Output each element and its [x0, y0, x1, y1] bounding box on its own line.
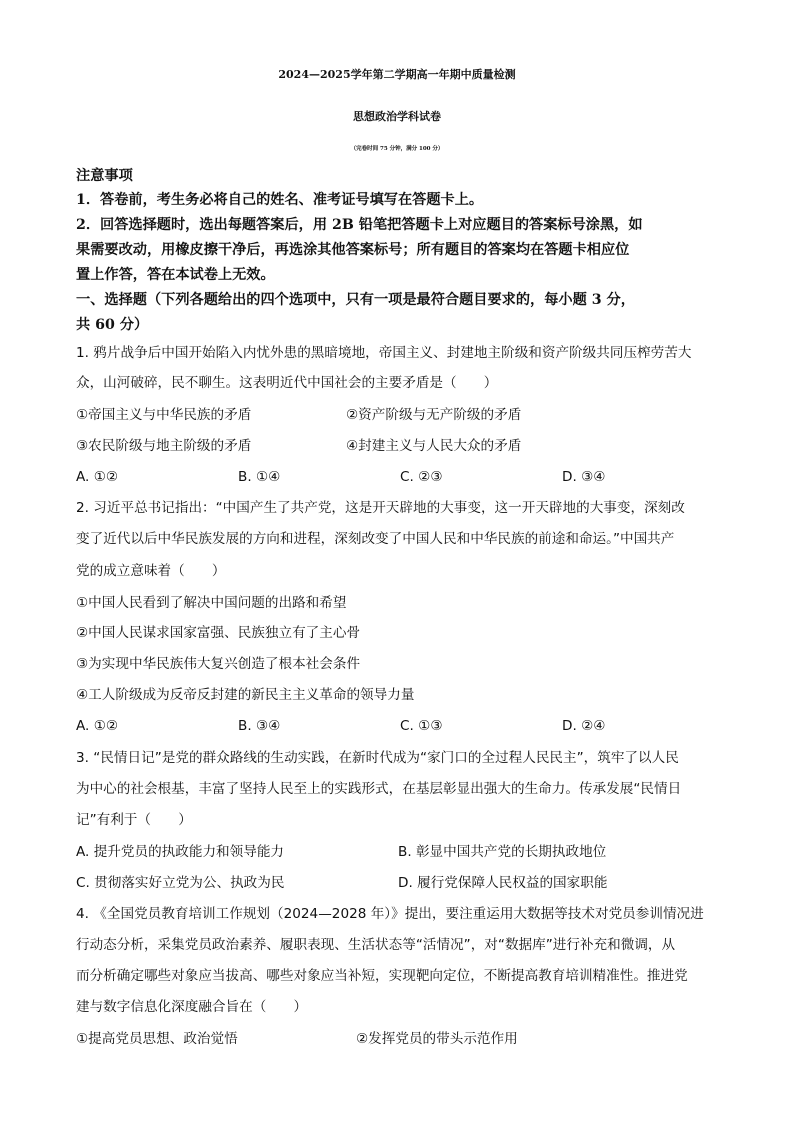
q1-option-d: D. ③④ — [562, 469, 606, 485]
q3-option-d: D. 履行党保障人民权益的国家职能 — [398, 875, 608, 891]
q2-statement-4: ④工人阶级成为反帝反封建的新民主主义革命的领导力量 — [76, 687, 415, 703]
q4-statement-1: ①提高党员思想、政治觉悟 — [76, 1031, 238, 1047]
notice-item-2-line-2: 果需要改动，用橡皮擦干净后，再选涂其他答案标号；所有题目的答案均在答题卡相应位 — [76, 242, 630, 258]
exam-time-note: （完卷时间 75 分钟，满分 100 分） — [350, 146, 444, 152]
q4-stem-line-1: 4. 《全国党员教育培训工作规划（2024—2028 年）》提出，要注重运用大数据等技术对党员参训情况进 — [76, 906, 704, 922]
q1-option-b: B. ①④ — [238, 469, 281, 485]
q2-statement-2: ②中国人民谋求国家富强、民族独立有了主心骨 — [76, 625, 361, 641]
q4-stem-line-2: 行动态分析，采集党员政治素养、履职表现、生活状态等“活情况”，对“数据库”进行补充和微调，从 — [76, 937, 676, 953]
q3-option-a: A. 提升党员的执政能力和领导能力 — [76, 844, 285, 860]
q1-statement-2: ②资产阶级与无产阶级的矛盾 — [346, 407, 522, 423]
exam-subtitle: 思想政治学科试卷 — [353, 110, 441, 123]
q2-option-c: C. ①③ — [400, 718, 443, 734]
notice-item-1: 1．答卷前，考生务必将自己的姓名、准考证号填写在答题卡上。 — [76, 192, 484, 208]
section-heading-line-2: 共 60 分） — [76, 317, 149, 333]
q2-statement-1: ①中国人民看到了解决中国问题的出路和希望 — [76, 595, 347, 611]
q1-statement-3: ③农民阶级与地主阶级的矛盾 — [76, 438, 252, 454]
q1-stem-line-1: 1. 鸦片战争后中国开始陷入内忧外患的黑暗境地，帝国主义、封建地主阶级和资产阶级共同压榨劳苦大 — [76, 345, 692, 361]
q3-stem-line-1: 3. “民情日记”是党的群众路线的生动实践，在新时代成为“家门口的全过程人民民主”，筑牢了以人民 — [76, 750, 679, 766]
q2-stem-line-1: 2. 习近平总书记指出：“中国产生了共产党，这是开天辟地的大事变，这一开天辟地的大事变，深刻改 — [76, 500, 685, 516]
notice-item-2-line-3: 置上作答，答在本试卷上无效。 — [76, 267, 275, 283]
q4-statement-2: ②发挥党员的带头示范作用 — [356, 1031, 518, 1047]
q1-option-a: A. ①② — [76, 469, 119, 485]
q3-option-b: B. 彰显中国共产党的长期执政地位 — [398, 844, 607, 860]
q2-option-a: A. ①② — [76, 718, 119, 734]
q3-stem-line-3: 记”有利于（ ） — [76, 812, 192, 828]
q1-statement-4: ④封建主义与人民大众的矛盾 — [346, 438, 522, 454]
section-heading-line-1: 一、选择题（下列各题给出的四个选项中，只有一项是最符合题目要求的，每小题 3 分， — [76, 292, 635, 308]
q2-stem-line-2: 变了近代以后中华民族发展的方向和进程，深刻改变了中国人民和中华民族的前途和命运。”中国共产 — [76, 531, 675, 547]
q1-option-c: C. ②③ — [400, 469, 443, 485]
q4-stem-line-4: 建与数字信息化深度融合旨在（ ） — [76, 999, 308, 1015]
notice-heading: 注意事项 — [76, 168, 133, 184]
q4-stem-line-3: 而分析确定哪些对象应当拔高、哪些对象应当补短，实现靶向定位，不断提高教育培训精准性。推进党 — [76, 968, 688, 984]
q3-stem-line-2: 为中心的社会根基，丰富了坚持人民至上的实践形式，在基层彰显出强大的生命力。传承发展“民情日 — [76, 781, 682, 797]
q1-stem-line-2: 众，山河破碎，民不聊生。这表明近代中国社会的主要矛盾是（ ） — [76, 375, 498, 391]
q2-statement-3: ③为实现中华民族伟大复兴创造了根本社会条件 — [76, 656, 361, 672]
q2-option-b: B. ③④ — [238, 718, 281, 734]
notice-item-2-line-1: 2．回答选择题时，选出每题答案后，用 2B 铅笔把答题卡上对应题目的答案标号涂黑，如 — [76, 217, 643, 233]
q2-option-d: D. ②④ — [562, 718, 606, 734]
q3-option-c: C. 贯彻落实好立党为公、执政为民 — [76, 875, 285, 891]
q2-stem-line-3: 党的成立意味着（ ） — [76, 563, 226, 579]
exam-title: 2024—2025学年第二学期高一年期中质量检测 — [278, 68, 516, 81]
q1-statement-1: ①帝国主义与中华民族的矛盾 — [76, 407, 252, 423]
